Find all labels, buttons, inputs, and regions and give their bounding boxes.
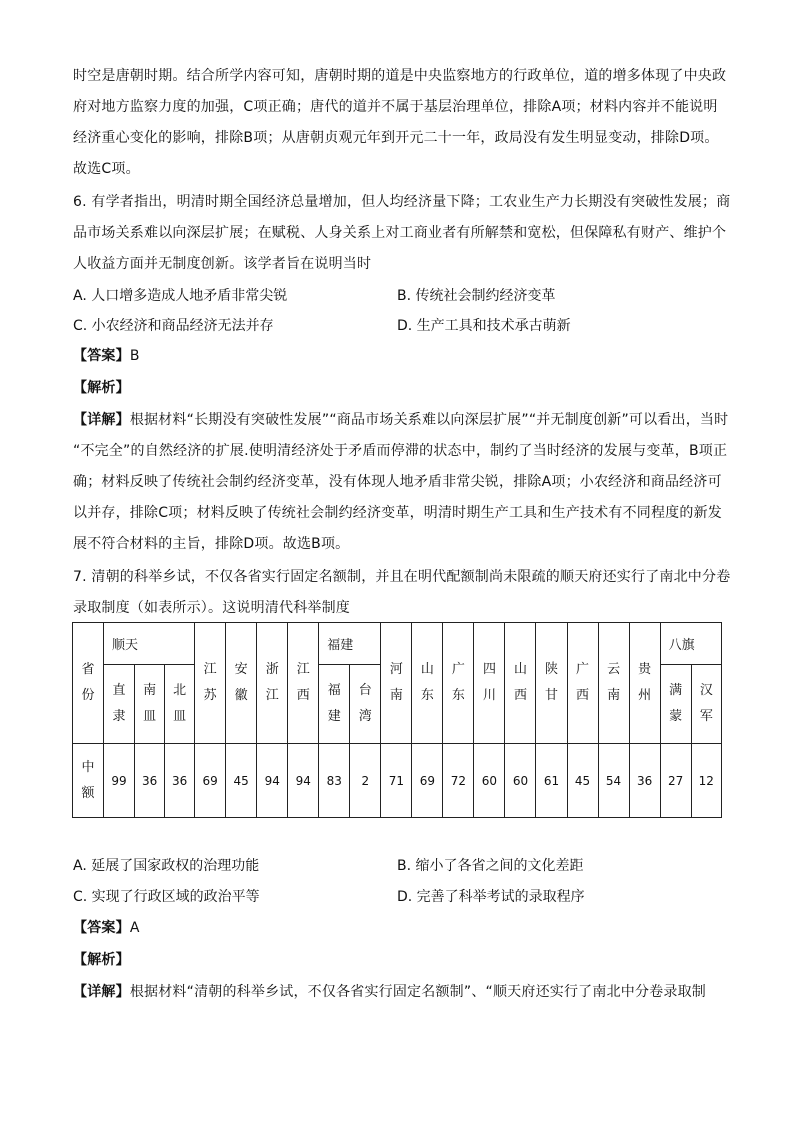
header-fujian-sub: 福建 — [319, 665, 350, 744]
quota-fujian: 83 — [319, 744, 350, 818]
quota-beimin: 36 — [165, 744, 195, 818]
quota-zhejiang: 94 — [257, 744, 288, 818]
quota-shanxi: 60 — [505, 744, 536, 818]
header-guangxi: 广西 — [567, 623, 598, 744]
quota-sichuan: 60 — [474, 744, 505, 818]
intro-line-4: 故选C项。 — [73, 161, 140, 177]
q6-detail-line-5: 展不符合材料的主旨，排除D项。故选B项。 — [73, 536, 350, 552]
quota-shangan: 61 — [536, 744, 567, 818]
quota-guangdong: 72 — [443, 744, 474, 818]
header-nanmin: 南皿 — [135, 665, 165, 744]
quota-zhili: 99 — [104, 744, 135, 818]
header-shanxi: 山西 — [505, 623, 536, 744]
quota-guizhou: 36 — [629, 744, 660, 818]
q6-stem-line-3: 人收益方面并无制度创新。该学者旨在说明当时 — [73, 256, 372, 272]
q6-option-d: D. 生产工具和技术承古萌新 — [397, 318, 571, 334]
q7-answer-value: A — [129, 920, 140, 936]
header-sichuan: 四川 — [474, 623, 505, 744]
q6-detail-text-1: 根据材料“长期没有突破性发展”“商品市场关系难以向深层扩展”“并无制度创新”可以看出，当时 — [129, 412, 729, 428]
quota-guangxi: 45 — [567, 744, 598, 818]
quota-jiangsu: 69 — [195, 744, 226, 818]
quota-table — [72, 622, 722, 818]
quota-manmeng: 27 — [660, 744, 691, 818]
header-province: 省份 — [73, 623, 104, 744]
header-shandong: 山东 — [412, 623, 443, 744]
q7-option-b: B. 缩小了各省之间的文化差距 — [397, 858, 584, 874]
quota-taiwan: 2 — [350, 744, 381, 818]
header-taiwan: 台湾 — [350, 665, 381, 744]
header-shangan: 陕甘 — [536, 623, 567, 744]
quota-yunnan: 54 — [598, 744, 629, 818]
quota-hanjun: 12 — [691, 744, 721, 818]
header-fujian: 福建 — [319, 623, 381, 665]
header-shuntian: 顺天 — [104, 623, 195, 665]
q6-answer-value: B — [129, 348, 140, 364]
header-baqi: 八旗 — [660, 623, 721, 665]
header-henan: 河南 — [381, 623, 412, 744]
q7-stem-line-2: 录取制度（如表所示）。这说明清代科举制度 — [73, 600, 350, 616]
header-zhejiang: 浙江 — [257, 623, 288, 744]
q7-detail-text-1: 根据材料“清朝的科举乡试，不仅各省实行固定名额制”、“顺天府还实行了南北中分卷录取制 — [129, 984, 706, 1000]
header-quota: 中额 — [73, 744, 104, 818]
intro-line-1: 时空是唐朝时期。结合所学内容可知，唐朝时期的道是中央监察地方的行政单位，道的增多体现了中央政 — [73, 68, 727, 84]
q6-answer-tag: 【答案】 — [73, 348, 130, 364]
quota-anhui: 45 — [226, 744, 257, 818]
q7-option-c: C. 实现了行政区域的政治平等 — [73, 889, 260, 905]
header-guangdong: 广东 — [443, 623, 474, 744]
quota-shandong: 69 — [412, 744, 443, 818]
quota-jiangxi: 94 — [288, 744, 319, 818]
q6-answer — [73, 346, 140, 366]
quota-henan: 71 — [381, 744, 412, 818]
q6-option-b: B. 传统社会制约经济变革 — [397, 288, 556, 304]
q7-option-a: A. 延展了国家政权的治理功能 — [73, 858, 260, 874]
q7-detail-line-1 — [73, 982, 706, 1002]
q6-detail-line-2: “不完全”的自然经济的扩展.使明清经济处于矛盾而停滞的状态中，制约了当时经济的发展与变革，B项正 — [73, 443, 728, 459]
header-guizhou: 贵州 — [629, 623, 660, 744]
header-yunnan: 云南 — [598, 623, 629, 744]
q7-analysis-tag: 【解析】 — [73, 952, 130, 968]
q7-stem-line-1: 7. 清朝的科举乡试，不仅各省实行固定名额制，并且在明代配额制尚未限疏的顺天府还实行了南北中分卷 — [73, 569, 731, 585]
q6-option-a: A. 人口增多造成人地矛盾非常尖锐 — [73, 288, 288, 304]
q7-answer-tag: 【答案】 — [73, 920, 130, 936]
q6-detail-line-3: 确；材料反映了传统社会制约经济变革，没有体现人地矛盾非常尖锐，排除A项；小农经济和商品经济可 — [73, 474, 722, 490]
q7-option-d: D. 完善了科举考试的录取程序 — [397, 889, 585, 905]
header-anhui: 安徽 — [226, 623, 257, 744]
q6-stem-line-2: 品市场关系难以向深层扩展；在赋税、人身关系上对工商业者有所解禁和宽松，但保障私有财产、维护个 — [73, 225, 727, 241]
q6-detail-line-4: 以并存，排除C项；材料反映了传统社会制约经济变革，明清时期生产工具和生产技术有不同程度的新发 — [73, 505, 722, 521]
header-jiangxi: 江西 — [288, 623, 319, 744]
header-hanjun: 汉军 — [691, 665, 721, 744]
q6-stem-line-1: 6. 有学者指出，明清时期全国经济总量增加，但人均经济量下降；工农业生产力长期没有突破性发展；商 — [73, 194, 731, 210]
intro-line-2: 府对地方监察力度的加强，C项正确；唐代的道并不属于基层治理单位，排除A项；材料内容并不能说明 — [73, 99, 718, 115]
q6-option-c: C. 小农经济和商品经济无法并存 — [73, 318, 274, 334]
header-beimin: 北皿 — [165, 665, 195, 744]
header-zhili: 直隶 — [104, 665, 135, 744]
q7-answer — [73, 918, 140, 938]
header-manmeng: 满蒙 — [660, 665, 691, 744]
intro-line-3: 经济重心变化的影响，排除B项；从唐朝贞观元年到开元二十一年，政局没有发生明显变动，排除D项。 — [73, 130, 719, 146]
q6-detail-line-1 — [73, 410, 728, 430]
quota-nanmin: 36 — [135, 744, 165, 818]
header-jiangsu: 江苏 — [195, 623, 226, 744]
q7-detail-tag: 【详解】 — [73, 984, 130, 1000]
q6-detail-tag: 【详解】 — [73, 412, 130, 428]
q6-analysis-tag: 【解析】 — [73, 380, 130, 396]
